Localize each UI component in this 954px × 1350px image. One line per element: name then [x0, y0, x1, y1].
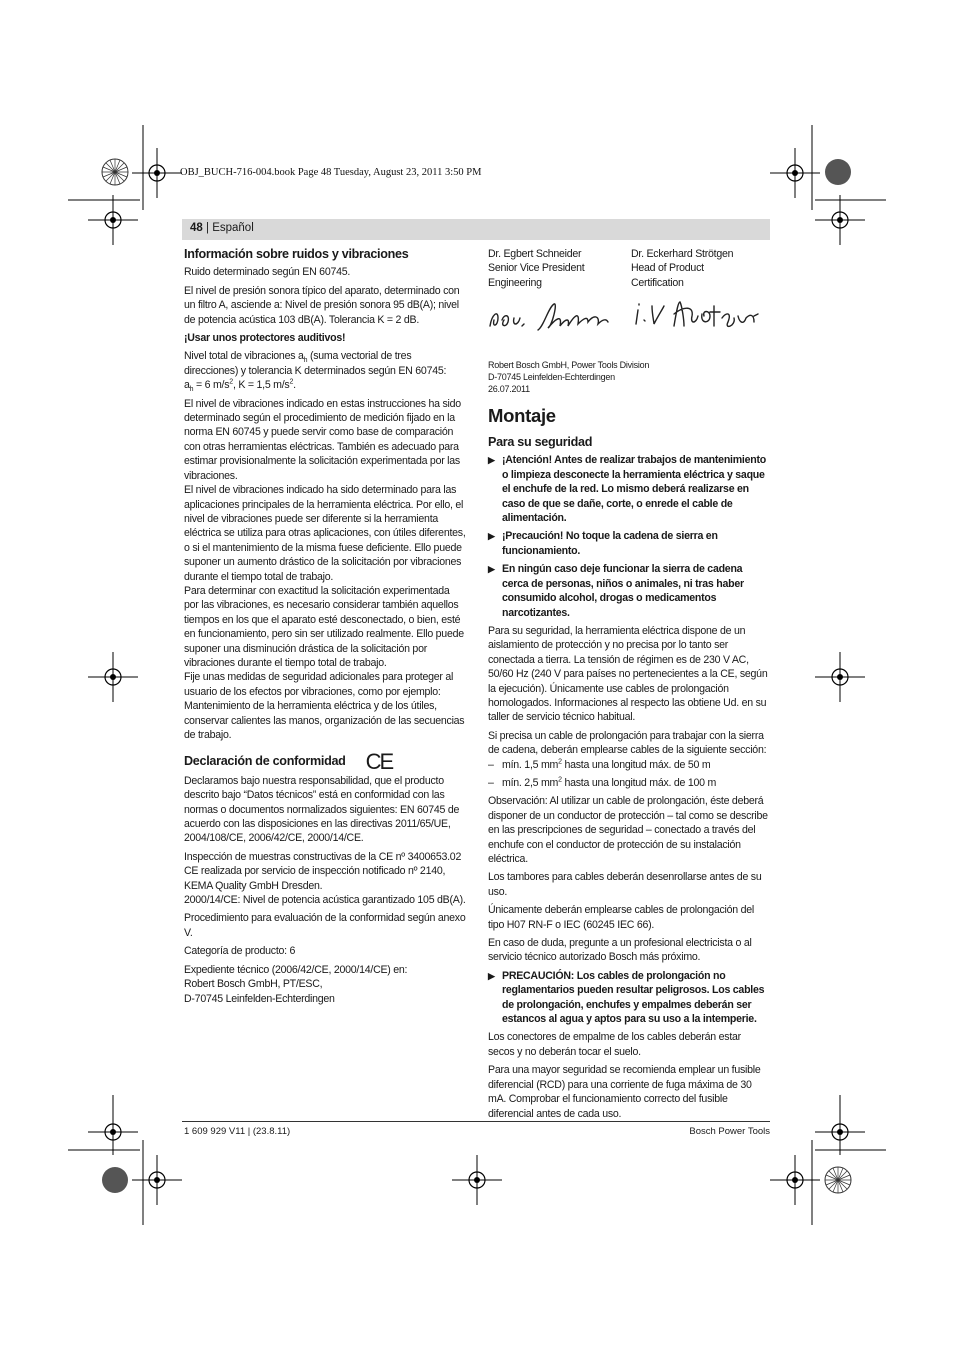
paragraph: Ruido determinado según EN 60745.	[184, 266, 351, 279]
right-column	[488, 247, 770, 1125]
bullet-arrow-icon: ▶	[488, 970, 495, 981]
paragraph: Los tambores para cables deberán desenrollarse antes de su uso.	[488, 871, 762, 898]
bullet-item: ▶ En ningún caso deje funcionar la sierra de cadena cerca de personas, niños o animales, ni tras haber consumido alcohol, drogas o medicamentos narcotizantes.	[488, 563, 744, 619]
paragraph: Si precisa un cable de prolongación para trabajar con la sierra de cadena, deberán emplearse cables de la siguiente sección:	[488, 729, 767, 757]
paragraph: Únicamente deberán emplearse cables de prolongación del tipo H07 RN-F o IEC (60245 IEC 66).	[488, 904, 754, 931]
footer-doc-number: 1 609 929 V11 | (23.8.11)	[184, 1126, 291, 1137]
signatory-2: Dr. Eckerhard Strötgen Head of Product Certification	[631, 248, 734, 289]
paragraph: D-70745 Leinfelden-Echterdingen	[184, 992, 335, 1005]
paragraph: Categoría de producto: 6	[184, 945, 296, 958]
paragraph: Para su seguridad, la herramienta eléctrica dispone de un aislamiento de protección y no precisa por lo tanto ser conectada a tierra. La tensión de régimen es de 230 V AC, 50/60 Hz (240 V para países no pertenecientes a la CE, según la ejecución). Únicamente use cables de prolongación homologados. Informaciones al respecto las obtiene Ud. en su taller de servicio técnico habitual.	[488, 624, 768, 724]
paragraph: Los conectores de empalme de los cables deberán estar secos y no deberán tocar el suelo.	[488, 1031, 741, 1058]
paragraph: Inspección de muestras constructivas de la CE nº 3400653.02 CE realizada por servicio de inspección notificado nº 2140, KEMA Quality GmbH Dresden.	[184, 850, 462, 892]
paragraph: El nivel de presión sonora típico del aparato, determinado con un filtro A, asciende a: Nivel de presión sonora 95 dB(A); nivel de potencia acústica 103 dB(A). Tolerancia K = 2 dB.	[184, 284, 460, 326]
section-title: Español	[212, 222, 254, 234]
page-header: 48 | Español	[190, 222, 254, 234]
vibration-values: Nivel total de vibraciones $a_h$ (suma vectorial de tres direcciones) y tolerancia K determinados según EN 60745: $a_h = 6$ $m/s^2$, K = 1,5 $m/s^2$.	[184, 350, 447, 394]
paragraph: Declaramos bajo nuestra responsabilidad, que el producto descrito bajo “Datos técnicos” está en conformidad con las normas o documentos normalizados siguientes: EN 60745 de acuerdo con las disposiciones en las directivas 2011/65/UE, 2004/108/CE, 2006/42/CE, 2000/14/CE.	[184, 774, 460, 845]
signatories	[488, 247, 770, 290]
header-bar	[182, 219, 770, 240]
handwritten-signatures	[488, 296, 770, 340]
footer-rule	[182, 1121, 770, 1122]
paragraph: En caso de duda, pregunte a un profesional electricista o al servicio técnico autorizado Bosch más próximo.	[488, 937, 752, 964]
paragraph-warning: ¡Usar unos protectores auditivos!	[184, 332, 346, 345]
left-column	[184, 247, 466, 1006]
paragraph: 2000/14/CE: Nivel de potencia acústica garantizado 105 dB(A).	[184, 894, 466, 907]
declaration-heading: Declaración de conformidad CE	[184, 749, 393, 775]
dash-item: – mín. 2,5 $mm^2$ hasta una longitud máx. de 100 m	[488, 776, 717, 789]
paragraph: Robert Bosch GmbH, PT/ESC,	[184, 978, 323, 991]
paragraph: Observación: Al utilizar un cable de prolongación, éste deberá disponer de un conductor de protección – tal como se describe en las prescripciones de seguridad – conectado a través del enchufe con el conductor de protección de su instalación eléctrica.	[488, 795, 768, 865]
paragraph: Fije unas medidas de seguridad adicionales para proteger al usuario de los efectos por vibraciones, como por ejemplo: Mantenimiento de la herramienta eléctrica y de los útiles, conservar calientes las manos, organización de las secuencias de trabajo.	[184, 671, 465, 741]
bullet-item: ▶ PRECAUCIÓN: Los cables de prolongación no reglamentarios pueden resultar peligrosos. Los cables de prolongación, enchufes y empalmes deberán ser estancos al agua y aptos para su uso a la intemperie.	[488, 969, 765, 1026]
paragraph: Expediente técnico (2006/42/CE, 2000/14/CE) en:	[184, 963, 408, 976]
bullet-item: ▶ ¡Atención! Antes de realizar trabajos de mantenimiento o limpieza desconecte la herramienta eléctrica y saque el enchufe de la red. Lo mismo deberá realizarse en caso de que se dañe, corte, o enrede el cable de alimentación.	[488, 454, 766, 525]
noise-heading: Información sobre ruidos y vibraciones	[184, 247, 409, 261]
bullet-item: ▶ ¡Precaución! No toque la cadena de sierra en funcionamiento.	[488, 530, 718, 557]
signatory-1: Dr. Egbert Schneider Senior Vice President Engineering	[488, 248, 585, 289]
print-slug: OBJ_BUCH-716-004.book Page 48 Tuesday, August 23, 2011 3:50 PM	[180, 167, 482, 178]
paragraph: Procedimiento para evaluación de la conformidad según anexo V.	[184, 912, 466, 939]
ce-mark-icon: CE	[365, 749, 393, 775]
footer-brand: Bosch Power Tools	[689, 1126, 770, 1137]
bullet-arrow-icon: ▶	[488, 564, 495, 575]
bullet-arrow-icon: ▶	[488, 455, 495, 466]
paragraph: El nivel de vibraciones indicado en estas instrucciones ha sido determinado según el procedimiento de medición fijado en la norma EN 60745 y puede servir como base de comparación con otras herramientas eléctricas. También es adecuado para estimar provisionalmente la solicitación experimentada por las vibraciones.	[184, 397, 461, 482]
montaje-heading: Montaje	[488, 404, 556, 426]
bullet-arrow-icon: ▶	[488, 531, 495, 542]
page-number: 48	[190, 222, 203, 234]
paragraph: El nivel de vibraciones indicado ha sido determinado para las aplicaciones principales de la herramienta eléctrica. Por ello, el nivel de vibraciones puede ser diferente si la herramienta eléctrica se utiliza para otras aplicaciones, con útiles diferentes, o si el mantenimiento de la misma fuese deficiente. Ello puede suponer un aumento drástico de la solicitación por vibraciones durante el tiempo total de trabajo.	[184, 484, 466, 583]
paragraph: Para una mayor seguridad se recomienda emplear un fusible diferencial (RCD) para una corriente de fuga máxima de 30 mA. Comprobar el funcionamiento correcto del fusible diferencial antes de cada uso.	[488, 1064, 761, 1120]
safety-heading: Para su seguridad	[488, 435, 593, 450]
paragraph: Para determinar con exactitud la solicitación experimentada por las vibraciones, es necesario considerar también aquellos tiempos en los que el aparato esté desconectado, o bien, esté en funcionamiento, pero sin ser utilizado realmente. Ello puede suponer una disminución drástica de la solicitación por vibraciones durante el tiempo total de trabajo.	[184, 584, 464, 669]
company-address: Robert Bosch GmbH, Power Tools Division D-70745 Leinfelden-Echterdingen 26.07.2011	[488, 359, 650, 394]
dash-item: – mín. 1,5 $mm^2$ hasta una longitud máx. de 50 m	[488, 758, 711, 771]
